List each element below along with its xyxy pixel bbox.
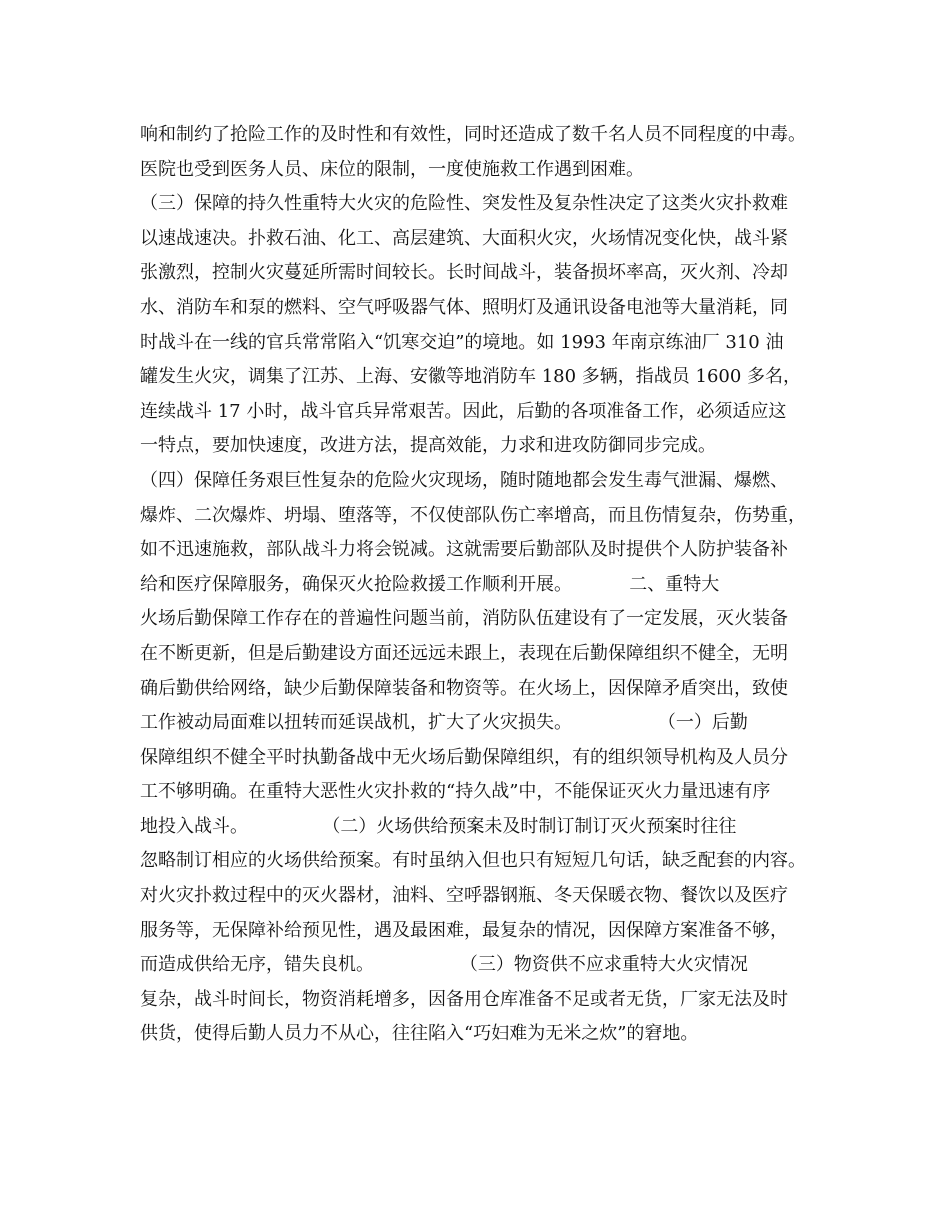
text-line: 罐发生火灾，调集了江苏、上海、安徽等地消防车 180 多辆，指战员 1600 多名， xyxy=(140,366,802,388)
text-line: （四）保障任务艰巨性复杂的危险火灾现场，随时随地都会发生毒气泄漏、爆燃、 xyxy=(140,469,788,491)
text-line: 服务等，无保障补给预见性，遇及最困难，最复杂的情况，因保障方案准备不够， xyxy=(140,919,788,941)
document-body xyxy=(140,118,830,1052)
text-line: 忽略制订相应的火场供给预案。有时虽纳入但也只有短短几句话，缺乏配套的内容。 xyxy=(140,850,806,872)
text-line: 供货，使得后勤人员力不从心，往往陷入“巧妇难为无米之炊”的窘地。 xyxy=(140,1023,699,1045)
text-line: 工不够明确。在重特大恶性火灾扑救的“持久战”中，不能保证灭火力量迅速有序 xyxy=(140,781,771,803)
text-line: 而造成供给无序，错失良机。 （三）物资供不应求重特大火灾情况 xyxy=(140,954,748,976)
text-line: 爆炸、二次爆炸、坍塌、堕落等，不仅使部队伤亡率增高，而且伤情复杂，伤势重， xyxy=(140,504,806,526)
text-line: 医院也受到医务人员、床位的限制，一度使施救工作遇到困难。 xyxy=(140,158,644,180)
text-line: （三）保障的持久性重特大火灾的危险性、突发性及复杂性决定了这类火灾扑救难 xyxy=(140,193,788,215)
text-line: 时战斗在一线的官兵常常陷入“饥寒交迫”的境地。如 1993 年南京练油厂 310 油 xyxy=(140,331,784,353)
text-line: 如不迅速施救，部队战斗力将会锐减。这就需要后勤部队及时提供个人防护装备补 xyxy=(140,539,788,561)
text-line: 给和医疗保障服务，确保灭火抢险救援工作顺利开展。 二、重特大 xyxy=(140,573,720,595)
text-line: 一特点，要加快速度，改进方法，提高效能，力求和进攻防御同步完成。 xyxy=(140,435,716,457)
text-line: 复杂，战斗时间长，物资消耗增多，因备用仓库准备不足或者无货，厂家无法及时 xyxy=(140,988,788,1010)
text-line: 确后勤供给网络，缺少后勤保障装备和物资等。在火场上，因保障矛盾突出，致使 xyxy=(140,677,788,699)
text-line: 地投入战斗。 （二）火场供给预案未及时制订制订灭火预案时往往 xyxy=(140,815,737,837)
text-line: 保障组织不健全平时执勤备战中无火场后勤保障组织，有的组织领导机构及人员分 xyxy=(140,746,788,768)
text-line: 火场后勤保障工作存在的普遍性问题当前，消防队伍建设有了一定发展，灭火装备 xyxy=(140,608,788,630)
text-line: 对火灾扑救过程中的灭火器材，油料、空呼器钢瓶、冬天保暖衣物、餐饮以及医疗 xyxy=(140,885,788,907)
text-line: 张激烈，控制火灾蔓延所需时间较长。长时间战斗，装备损坏率高，灭火剂、冷却 xyxy=(140,262,788,284)
text-line: 连续战斗 17 小时，战斗官兵异常艰苦。因此，后勤的各项准备工作，必须适应这 xyxy=(140,400,787,422)
text-line: 在不断更新，但是后勤建设方面还远远未跟上，表现在后勤保障组织不健全，无明 xyxy=(140,642,788,664)
text-line: 响和制约了抢险工作的及时性和有效性，同时还造成了数千名人员不同程度的中毒。 xyxy=(140,124,806,145)
text-line: 以速战速决。扑救石油、化工、高层建筑、大面积火灾，火场情况变化快，战斗紧 xyxy=(140,227,788,249)
text-line: 工作被动局面难以扭转而延误战机，扩大了火灾损失。 （一）后勤 xyxy=(140,712,748,734)
text-line: 水、消防车和泵的燃料、空气呼吸器气体、照明灯及通讯设备电池等大量消耗，同 xyxy=(140,296,788,318)
